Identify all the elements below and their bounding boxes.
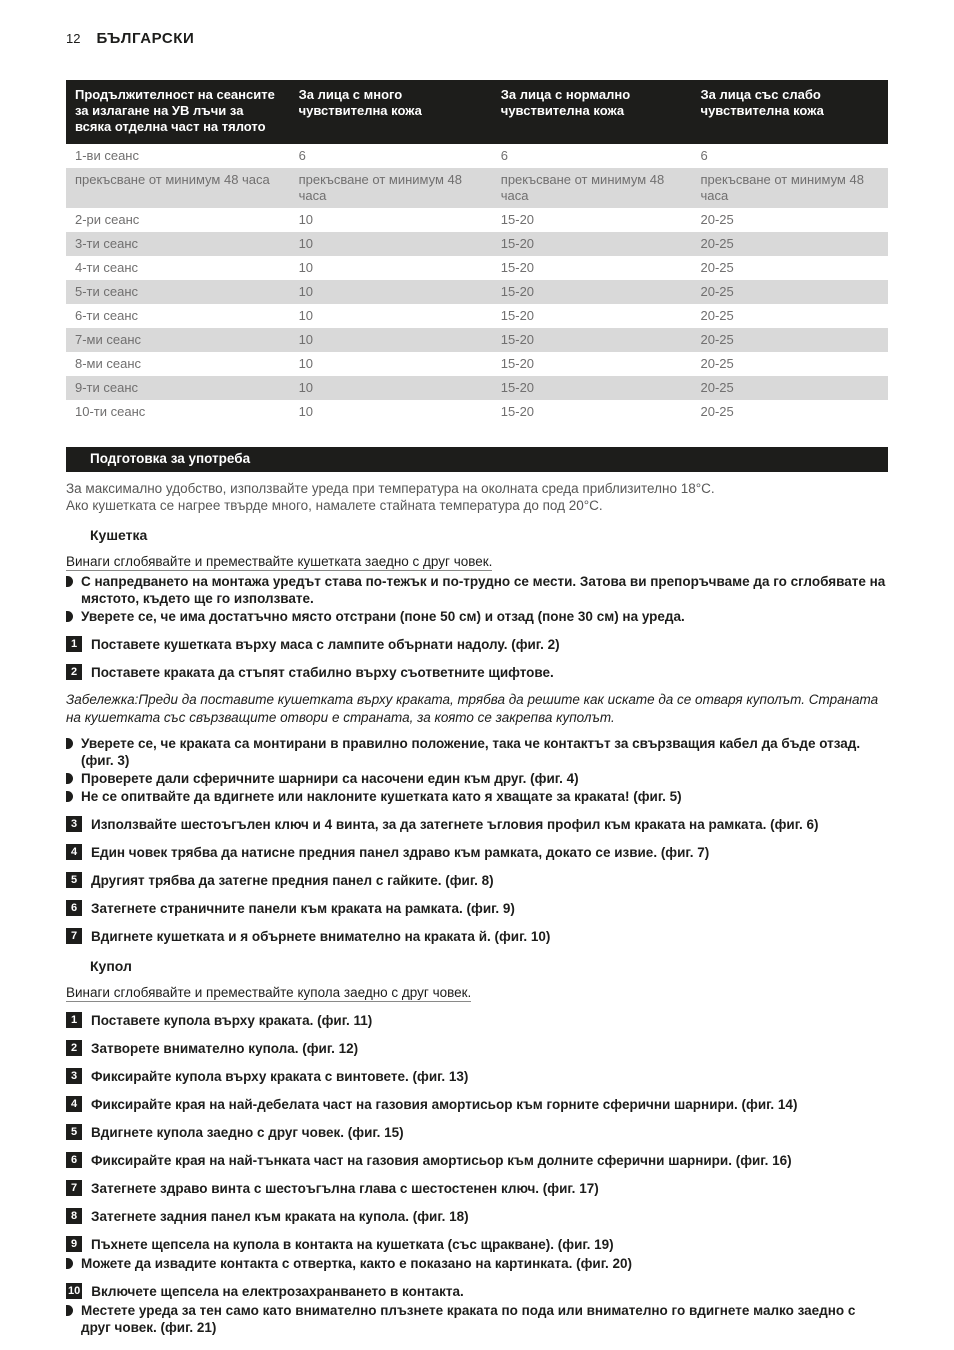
intro-paragraph: За максимално удобство, използвайте уреда при температура на околната среда приблизително 18°C. xyxy=(66,481,715,496)
step-item xyxy=(66,1068,888,1085)
intro-paragraph: Ако кушетката се нагрее твърде много, намалете стайната температура до под 20°C. xyxy=(66,498,603,513)
step-text: Вдигнете купола заедно с друг човек. (фиг. 15) xyxy=(91,1125,404,1140)
table-cell: 20-25 xyxy=(700,356,734,371)
step-text: Включете щепсела на електрозахранването в контакта. xyxy=(91,1284,464,1299)
table-cell: 6 xyxy=(298,148,306,163)
table-cell: 15-20 xyxy=(500,404,535,419)
step-number-badge: 6 xyxy=(66,900,82,916)
table-header-cell: За лица с нормално чувствителна кожа xyxy=(492,80,692,144)
table-cell: 10 xyxy=(298,308,314,323)
step-text: Пъхнете щепсела на купола в контакта на кушетката (със щракване). (фиг. 19) xyxy=(91,1237,614,1252)
step-text: Затегнете здраво винта с шестоъгълна глава с шестостенен ключ. (фиг. 17) xyxy=(91,1181,599,1196)
step-text: Затегнете страничните панели към краката на рамката. (фиг. 9) xyxy=(91,901,515,916)
section-title: Подготовка за употреба xyxy=(90,451,251,466)
table-row xyxy=(66,208,888,232)
table-cell: 4-ти сеанс xyxy=(75,260,139,275)
step-text: Поставете купола върху краката. (фиг. 11) xyxy=(91,1013,373,1028)
table-cell: прекъсване от минимум 48 часа xyxy=(692,168,888,208)
section-header-bar xyxy=(66,447,888,472)
table-cell: 10 xyxy=(290,280,492,304)
bullet-icon xyxy=(66,576,73,587)
table-row xyxy=(66,376,888,400)
table-cell: 10 xyxy=(298,404,314,419)
step-text: Един човек трябва да натисне предния панел здраво към рамката, докато се извие. (фиг. 7) xyxy=(91,845,710,860)
table-cell: 15-20 xyxy=(500,356,535,371)
table-cell: 15-20 xyxy=(492,280,692,304)
subsection xyxy=(66,958,888,1336)
bullet-text: Уверете се, че има достатъчно място отстрани (поне 50 см) и отзад (поне 30 см) на уреда. xyxy=(81,609,685,624)
table-header-cell: Продължителност на сеансите за излагане на УВ лъчи за всяка отделна част на тялото xyxy=(66,80,290,144)
step-number-badge: 10 xyxy=(66,1283,82,1299)
table-row xyxy=(66,328,888,352)
bullet-text: Проверете дали сферичните шарнири са насочени един към друг. (фиг. 4) xyxy=(81,771,579,786)
table-cell: 7-ми сеанс xyxy=(66,328,290,352)
step-item xyxy=(66,1012,888,1029)
step-number-badge: 8 xyxy=(66,1208,82,1224)
step-number-badge: 7 xyxy=(66,1180,82,1196)
table-cell: 15-20 xyxy=(500,212,535,227)
step-text: Затворете внимателно купола. (фиг. 12) xyxy=(91,1041,359,1056)
step-number-badge: 3 xyxy=(66,816,82,832)
page-number: 12 xyxy=(66,31,81,46)
step-number-badge: 1 xyxy=(66,636,82,652)
table-cell: 20-25 xyxy=(700,404,734,419)
bullet-item xyxy=(66,573,888,607)
step-text: Вдигнете кушетката и я обърнете внимателно на краката й. (фиг. 10) xyxy=(91,929,551,944)
bullet-item xyxy=(66,1255,888,1272)
bullet-text: С напредването на монтажа уредът става по-тежък и по-трудно се мести. Затова ви препоръчваме да го сглобявате на мястото, където ще го използвате. xyxy=(81,574,886,606)
table-cell: 20-25 xyxy=(700,260,734,275)
warning-text: Винаги сглобявайте и премествайте купола заедно с друг човек. xyxy=(66,985,472,1000)
step-text: Другият трябва да затегне предния панел с гайките. (фиг. 8) xyxy=(91,873,494,888)
table-cell: 10-ти сеанс xyxy=(75,404,146,419)
table-row xyxy=(66,168,888,208)
bullet-item xyxy=(66,770,888,787)
table-cell: 15-20 xyxy=(492,328,692,352)
table-cell: 20-25 xyxy=(692,280,888,304)
note-text: Забележка:Преди да поставите кушетката върху краката, трябва да решите как искате да се отваря куполът. Страната на кушетката със свързващите отвори е страната, за която се закрепва куполът. xyxy=(66,692,879,725)
step-item xyxy=(66,816,888,833)
table-cell: 15-20 xyxy=(500,308,535,323)
page-header xyxy=(66,30,888,47)
table-cell: 1-ви сеанс xyxy=(75,148,139,163)
bullet-item xyxy=(66,608,888,625)
step-item xyxy=(66,872,888,889)
step-item xyxy=(66,1208,888,1225)
step-number-badge: 7 xyxy=(66,928,82,944)
table-cell: 10 xyxy=(290,232,492,256)
step-item xyxy=(66,900,888,917)
step-text: Използвайте шестоъгълен ключ и 4 винта, за да затегнете ъгловия профил към краката на рамката. (фиг. 6) xyxy=(91,817,819,832)
step-number-badge: 9 xyxy=(66,1236,82,1252)
table-cell: 10 xyxy=(298,260,314,275)
table-cell: 8-ми сеанс xyxy=(75,356,142,371)
table-row xyxy=(66,304,888,328)
table-cell: 15-20 xyxy=(500,260,535,275)
bullet-text: Уверете се, че краката са монтирани в правилно положение, така че контактът за свързващия кабел да бъде отзад. (фиг. 3) xyxy=(81,736,861,768)
table-cell: прекъсване от минимум 48 часа xyxy=(290,168,492,208)
table-cell: 6 xyxy=(500,148,509,163)
step-item xyxy=(66,928,888,945)
table-cell: 2-ри сеанс xyxy=(75,212,140,227)
step-text: Фиксирайте купола върху краката с винтовете. (фиг. 13) xyxy=(91,1069,469,1084)
bullet-text: Можете да извадите контакта с отвертка, както е показано на картинката. (фиг. 20) xyxy=(81,1256,633,1271)
table-row xyxy=(66,400,888,424)
step-item xyxy=(66,1180,888,1197)
step-item xyxy=(66,1124,888,1141)
bullet-icon xyxy=(66,738,73,749)
table-cell: 20-25 xyxy=(700,308,734,323)
subsection-heading: Купол xyxy=(90,958,132,974)
bullet-icon xyxy=(66,1258,73,1269)
warning-text: Винаги сглобявайте и премествайте кушетката заедно с друг човек. xyxy=(66,554,493,569)
table-cell: 15-20 xyxy=(492,376,692,400)
step-number-badge: 4 xyxy=(66,844,82,860)
table-cell: 10 xyxy=(298,212,314,227)
step-text: Затегнете задния панел към краката на купола. (фиг. 18) xyxy=(91,1209,469,1224)
table-cell: 9-ти сеанс xyxy=(66,376,290,400)
bullet-text: Местете уреда за тен само като внимателно плъзнете краката по пода или внимателно го вдигнете малко заедно с друг човек. (фиг. 21) xyxy=(81,1303,856,1335)
warning-line xyxy=(66,984,888,1001)
bullet-item xyxy=(66,1302,888,1336)
table-row xyxy=(66,280,888,304)
step-text: Поставете кушетката върху маса с лампите обърнати надолу. (фиг. 2) xyxy=(91,637,560,652)
table-cell: 6 xyxy=(700,148,708,163)
table-row xyxy=(66,232,888,256)
table-row xyxy=(66,144,888,168)
step-item xyxy=(66,664,888,681)
bullet-item xyxy=(66,788,888,805)
intro-paragraphs xyxy=(66,480,888,514)
table-cell: 20-25 xyxy=(692,328,888,352)
step-item xyxy=(66,1236,888,1253)
table-cell: 10 xyxy=(290,376,492,400)
step-number-badge: 6 xyxy=(66,1152,82,1168)
step-number-badge: 1 xyxy=(66,1012,82,1028)
step-item xyxy=(66,1283,888,1300)
step-text: Фиксирайте края на най-тънката част на газовия амортисьор към долните сферични шарнири. (фиг. 16) xyxy=(91,1153,792,1168)
table-header-row xyxy=(66,80,888,144)
bullet-icon xyxy=(66,791,73,802)
step-item xyxy=(66,1096,888,1113)
table-cell: 20-25 xyxy=(692,376,888,400)
table-cell: 20-25 xyxy=(700,212,734,227)
bullet-item xyxy=(66,735,888,769)
subsection-heading: Кушетка xyxy=(90,527,148,543)
table-header-cell: За лица със слабо чувствителна кожа xyxy=(692,80,888,144)
table-row xyxy=(66,352,888,376)
table-header-cell: За лица с много чувствителна кожа xyxy=(290,80,492,144)
step-item xyxy=(66,1040,888,1057)
subsection xyxy=(66,527,888,945)
table-cell: 3-ти сеанс xyxy=(66,232,290,256)
table-cell: прекъсване от минимум 48 часа xyxy=(66,168,290,208)
table-cell: 15-20 xyxy=(492,232,692,256)
table-cell: прекъсване от минимум 48 часа xyxy=(492,168,692,208)
warning-line xyxy=(66,553,888,570)
table-cell: 6-ти сеанс xyxy=(75,308,139,323)
step-number-badge: 5 xyxy=(66,872,82,888)
bullet-text: Не се опитвайте да вдигнете или наклоните кушетката като я хващате за краката! (фиг. 5) xyxy=(81,789,682,804)
step-number-badge: 4 xyxy=(66,1096,82,1112)
table-row xyxy=(66,256,888,280)
bullet-icon xyxy=(66,773,73,784)
instruction-subsections xyxy=(66,527,888,1336)
bullet-icon xyxy=(66,611,73,622)
table-cell: 5-ти сеанс xyxy=(66,280,290,304)
uv-session-duration-table xyxy=(66,80,888,424)
step-text: Поставете краката да стъпят стабилно върху съответните щифтове. xyxy=(91,665,554,680)
table-cell: 10 xyxy=(298,356,314,371)
step-item xyxy=(66,636,888,653)
table-cell: 20-25 xyxy=(692,232,888,256)
step-number-badge: 3 xyxy=(66,1068,82,1084)
step-number-badge: 5 xyxy=(66,1124,82,1140)
step-item xyxy=(66,844,888,861)
bullet-icon xyxy=(66,1305,73,1316)
table-cell: 10 xyxy=(290,328,492,352)
step-number-badge: 2 xyxy=(66,1040,82,1056)
step-number-badge: 2 xyxy=(66,664,82,680)
step-item xyxy=(66,1152,888,1169)
step-text: Фиксирайте края на най-дебелата част на газовия амортисьор към горните сферични шарнири. (фиг. 14) xyxy=(91,1097,798,1112)
page-language-title: БЪЛГАРСКИ xyxy=(96,30,195,47)
